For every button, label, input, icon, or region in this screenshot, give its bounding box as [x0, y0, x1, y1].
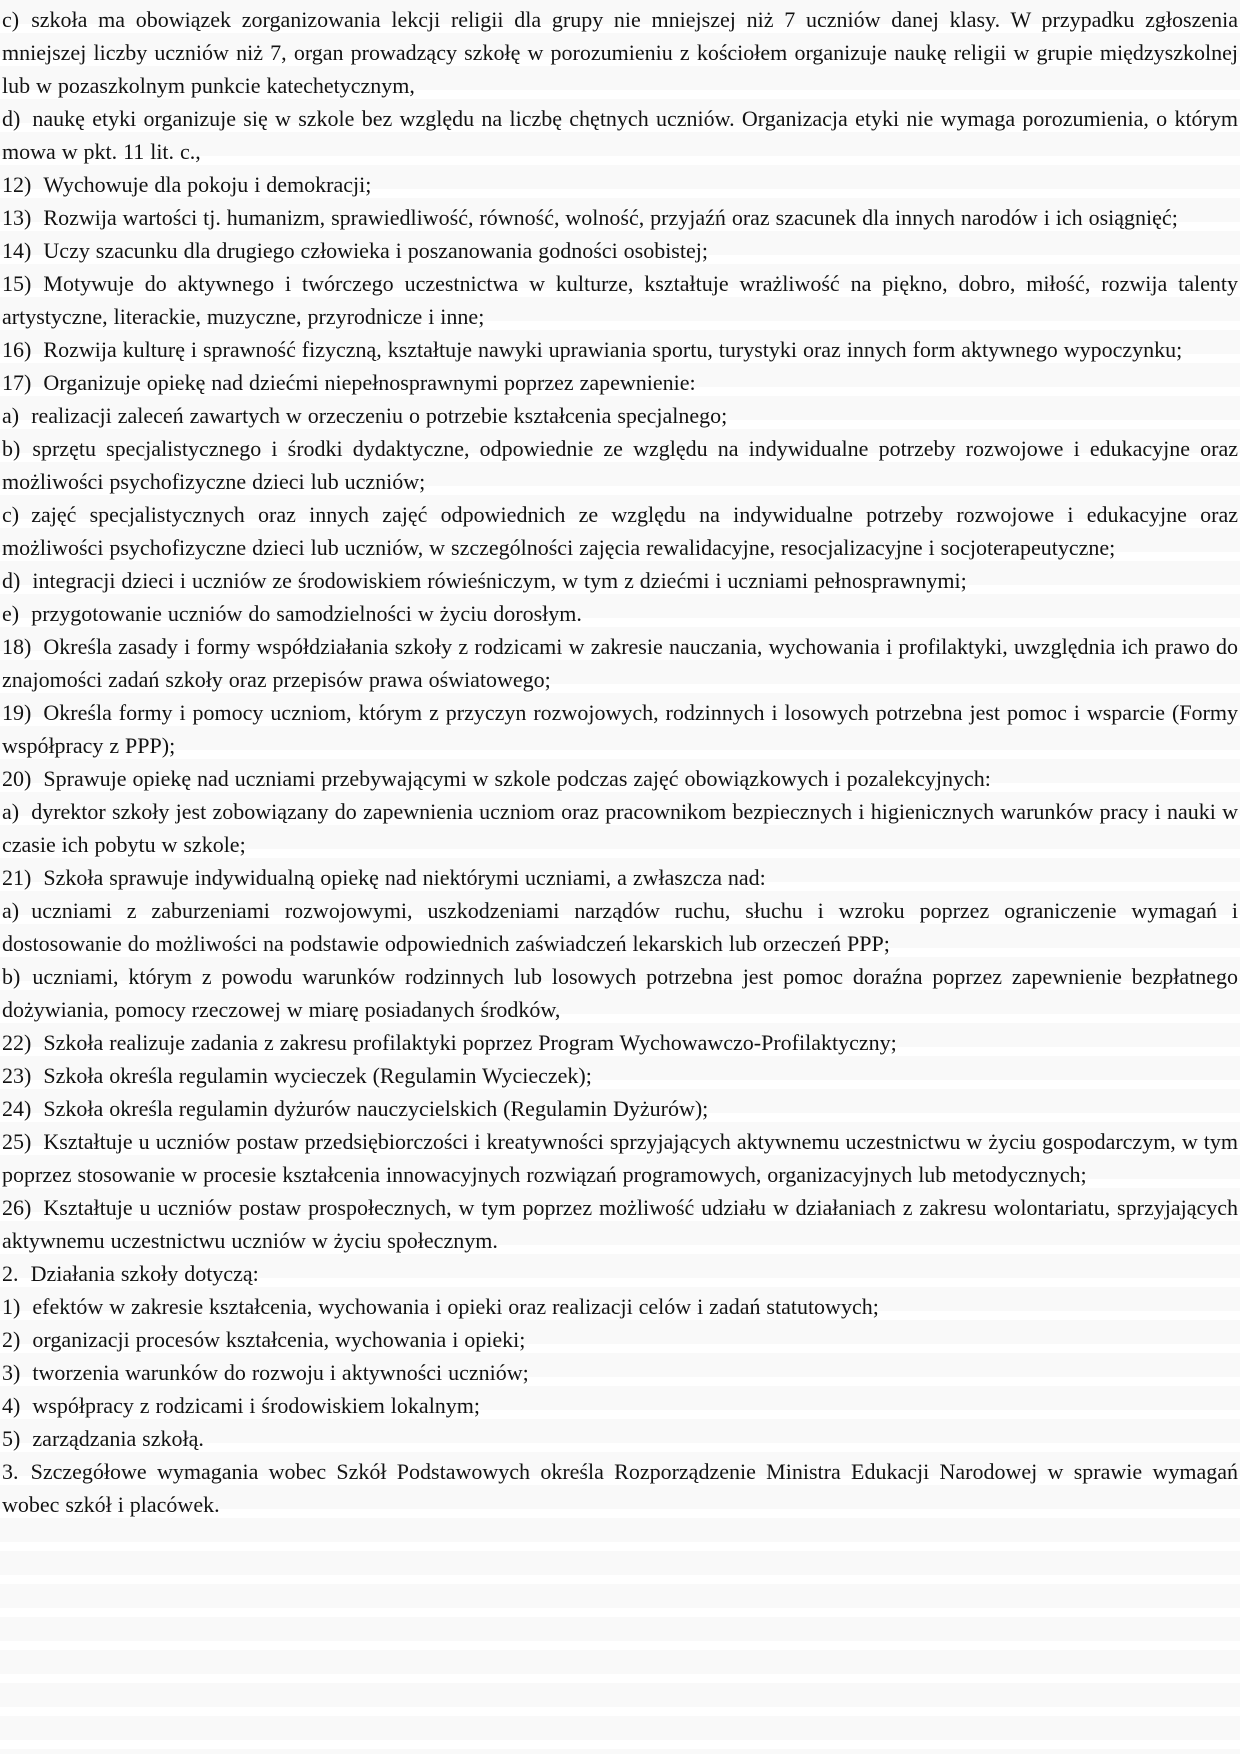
- paragraph-text: Organizuje opiekę nad dziećmi niepełnosprawnymi poprzez zapewnienie:: [43, 370, 696, 395]
- list-marker: c): [2, 7, 20, 32]
- paragraph-text: Szczegółowe wymagania wobec Szkół Podstawowych określa Rozporządzenie Ministra Edukacji Narodowej w sprawie wymagań wobec szkół i placówek.: [2, 1459, 1238, 1517]
- list-marker: c): [2, 502, 20, 527]
- list-marker: 14): [2, 238, 32, 263]
- paragraph-text: Działania szkoły dotyczą:: [30, 1261, 259, 1286]
- paragraph: [2, 1455, 1238, 1521]
- list-marker: 23): [2, 1063, 32, 1088]
- list-marker: 25): [2, 1129, 32, 1154]
- list-marker: 20): [2, 766, 32, 791]
- paragraph-text: integracji dzieci i uczniów ze środowiskiem rówieśniczym, w tym z dziećmi i uczniami pełnosprawnymi;: [32, 568, 967, 593]
- paragraph: [2, 1422, 1238, 1455]
- list-marker: d): [2, 106, 21, 131]
- paragraph: [2, 894, 1238, 960]
- list-marker: 2.: [2, 1261, 19, 1286]
- paragraph-text: naukę etyki organizuje się w szkole bez względu na liczbę chętnych uczniów. Organizacja etyki nie wymaga porozumienia, o którym mowa w pkt. 11 lit. c.,: [2, 106, 1238, 164]
- list-marker: a): [2, 799, 20, 824]
- paragraph-text: organizacji procesów kształcenia, wychowania i opieki;: [32, 1327, 526, 1352]
- list-marker: 3.: [2, 1459, 19, 1484]
- paragraph-text: Wychowuje dla pokoju i demokracji;: [43, 172, 372, 197]
- paragraph: [2, 1125, 1238, 1191]
- paragraph: [2, 630, 1238, 696]
- list-marker: 5): [2, 1426, 21, 1451]
- paragraph-text: zajęć specjalistycznych oraz innych zajęć odpowiednich ze względu na indywidualne potrzeby rozwojowe i edukacyjne oraz możliwości psychofizyczne dzieci lub uczniów, w szczególności zajęcia rewalidacyjne, resocjalizacyjne i socjoterapeutyczne;: [2, 502, 1238, 560]
- paragraph-text: uczniami z zaburzeniami rozwojowymi, uszkodzeniami narządów ruchu, słuchu i wzroku poprzez ograniczenie wymagań i dostosowanie do możliwości na podstawie odpowiednich zaświadczeń lekarskich lub orzeczeń PPP;: [2, 898, 1238, 956]
- paragraph-text: Określa zasady i formy współdziałania szkoły z rodzicami w zakresie nauczania, wychowania i profilaktyki, uwzględnia ich prawo do znajomości zadań szkoły oraz przepisów prawa oświatowego;: [2, 634, 1238, 692]
- paragraph-text: sprzętu specjalistycznego i środki dydaktyczne, odpowiednie ze względu na indywidualne potrzeby rozwojowe i edukacyjne oraz możliwości psychofizyczne dzieci lub uczniów;: [2, 436, 1238, 494]
- list-marker: d): [2, 568, 21, 593]
- paragraph-text: współpracy z rodzicami i środowiskiem lokalnym;: [32, 1393, 481, 1418]
- paragraph-text: Szkoła realizuje zadania z zakresu profilaktyki poprzez Program Wychowawczo-Profilaktyczny;: [43, 1030, 897, 1055]
- paragraph-text: realizacji zaleceń zawartych w orzeczeniu o potrzebie kształcenia specjalnego;: [31, 403, 728, 428]
- paragraph-text: Szkoła sprawuje indywidualną opiekę nad niektórymi uczniami, a zwłaszcza nad:: [43, 865, 766, 890]
- paragraph-text: uczniami, którym z powodu warunków rodzinnych lub losowych potrzebna jest pomoc doraźna poprzez zapewnienie bezpłatnego dożywiania, pomocy rzeczowej w miarę posiadanych środków,: [2, 964, 1238, 1022]
- paragraph: [2, 1092, 1238, 1125]
- paragraph-text: Kształtuje u uczniów postaw przedsiębiorczości i kreatywności sprzyjających aktywnemu uczestnictwu w życiu gospodarczym, w tym poprzez stosowanie w procesie kształcenia innowacyjnych rozwiązań programowych, organizacyjnych lub metodycznych;: [2, 1129, 1238, 1187]
- paragraph: [2, 861, 1238, 894]
- paragraph-text: Uczy szacunku dla drugiego człowieka i poszanowania godności osobistej;: [43, 238, 708, 263]
- paragraph: [2, 762, 1238, 795]
- document-body: [2, 3, 1238, 1521]
- paragraph-text: Sprawuje opiekę nad uczniami przebywającymi w szkole podczas zajęć obowiązkowych i pozalekcyjnych:: [43, 766, 991, 791]
- paragraph: [2, 795, 1238, 861]
- paragraph: [2, 498, 1238, 564]
- list-marker: 22): [2, 1030, 32, 1055]
- list-marker: 13): [2, 205, 32, 230]
- paragraph-text: Rozwija kulturę i sprawność fizyczną, kształtuje nawyki uprawiania sportu, turystyki oraz innych form aktywnego wypoczynku;: [43, 337, 1183, 362]
- paragraph: [2, 1290, 1238, 1323]
- list-marker: 1): [2, 1294, 21, 1319]
- paragraph-text: Motywuje do aktywnego i twórczego uczestnictwa w kulturze, kształtuje wrażliwość na piękno, dobro, miłość, rozwija talenty artystyczne, literackie, muzyczne, przyrodnicze i inne;: [2, 271, 1238, 329]
- paragraph-text: Rozwija wartości tj. humanizm, sprawiedliwość, równość, wolność, przyjaźń oraz szacunek dla innych narodów i ich osiągnięć;: [43, 205, 1178, 230]
- list-marker: 4): [2, 1393, 21, 1418]
- paragraph: [2, 597, 1238, 630]
- paragraph: [2, 1059, 1238, 1092]
- paragraph: [2, 564, 1238, 597]
- paragraph-text: dyrektor szkoły jest zobowiązany do zapewnienia uczniom oraz pracownikom bezpiecznych i higienicznych warunków pracy i nauki w czasie ich pobytu w szkole;: [2, 799, 1238, 857]
- paragraph: [2, 267, 1238, 333]
- list-marker: 12): [2, 172, 32, 197]
- paragraph-text: Określa formy i pomocy uczniom, którym z przyczyn rozwojowych, rodzinnych i losowych potrzebna jest pomoc i wsparcie (Formy współpracy z PPP);: [2, 700, 1238, 758]
- list-marker: b): [2, 964, 21, 989]
- list-marker: 19): [2, 700, 32, 725]
- paragraph: [2, 234, 1238, 267]
- paragraph-text: efektów w zakresie kształcenia, wychowania i opieki oraz realizacji celów i zadań statutowych;: [32, 1294, 879, 1319]
- list-marker: a): [2, 403, 20, 428]
- paragraph-text: Szkoła określa regulamin dyżurów nauczycielskich (Regulamin Dyżurów);: [43, 1096, 709, 1121]
- list-marker: 15): [2, 271, 32, 296]
- paragraph: [2, 1323, 1238, 1356]
- list-marker: e): [2, 601, 20, 626]
- paragraph: [2, 696, 1238, 762]
- paragraph: [2, 102, 1238, 168]
- list-marker: 16): [2, 337, 32, 362]
- paragraph: [2, 399, 1238, 432]
- paragraph-text: szkoła ma obowiązek zorganizowania lekcji religii dla grupy nie mniejszej niż 7 uczniów danej klasy. W przypadku zgłoszenia mniejszej liczby uczniów niż 7, organ prowadzący szkołę w porozumieniu z kościołem organizuje naukę religii w grupie międzyszkolnej lub w pozaszkolnym punkcie katechetycznym,: [2, 7, 1238, 98]
- paragraph: [2, 1191, 1238, 1257]
- list-marker: a): [2, 898, 20, 923]
- paragraph-text: przygotowanie uczniów do samodzielności w życiu dorosłym.: [31, 601, 582, 626]
- list-marker: 18): [2, 634, 32, 659]
- list-marker: 2): [2, 1327, 21, 1352]
- list-marker: 17): [2, 370, 32, 395]
- paragraph-text: Kształtuje u uczniów postaw prospołecznych, w tym poprzez możliwość udziału w działaniach z zakresu wolontariatu, sprzyjających aktywnemu uczestnictwu uczniów w życiu społecznym.: [2, 1195, 1238, 1253]
- list-marker: b): [2, 436, 21, 461]
- paragraph: [2, 3, 1238, 102]
- list-marker: 26): [2, 1195, 32, 1220]
- paragraph: [2, 1026, 1238, 1059]
- paragraph-text: Szkoła określa regulamin wycieczek (Regulamin Wycieczek);: [43, 1063, 592, 1088]
- list-marker: 21): [2, 865, 32, 890]
- paragraph: [2, 1389, 1238, 1422]
- paragraph: [2, 1356, 1238, 1389]
- paragraph: [2, 960, 1238, 1026]
- paragraph: [2, 1257, 1238, 1290]
- paragraph: [2, 432, 1238, 498]
- paragraph: [2, 366, 1238, 399]
- paragraph-text: tworzenia warunków do rozwoju i aktywności uczniów;: [32, 1360, 529, 1385]
- paragraph: [2, 333, 1238, 366]
- paragraph: [2, 201, 1238, 234]
- list-marker: 3): [2, 1360, 21, 1385]
- list-marker: 24): [2, 1096, 32, 1121]
- paragraph: [2, 168, 1238, 201]
- paragraph-text: zarządzania szkołą.: [32, 1426, 204, 1451]
